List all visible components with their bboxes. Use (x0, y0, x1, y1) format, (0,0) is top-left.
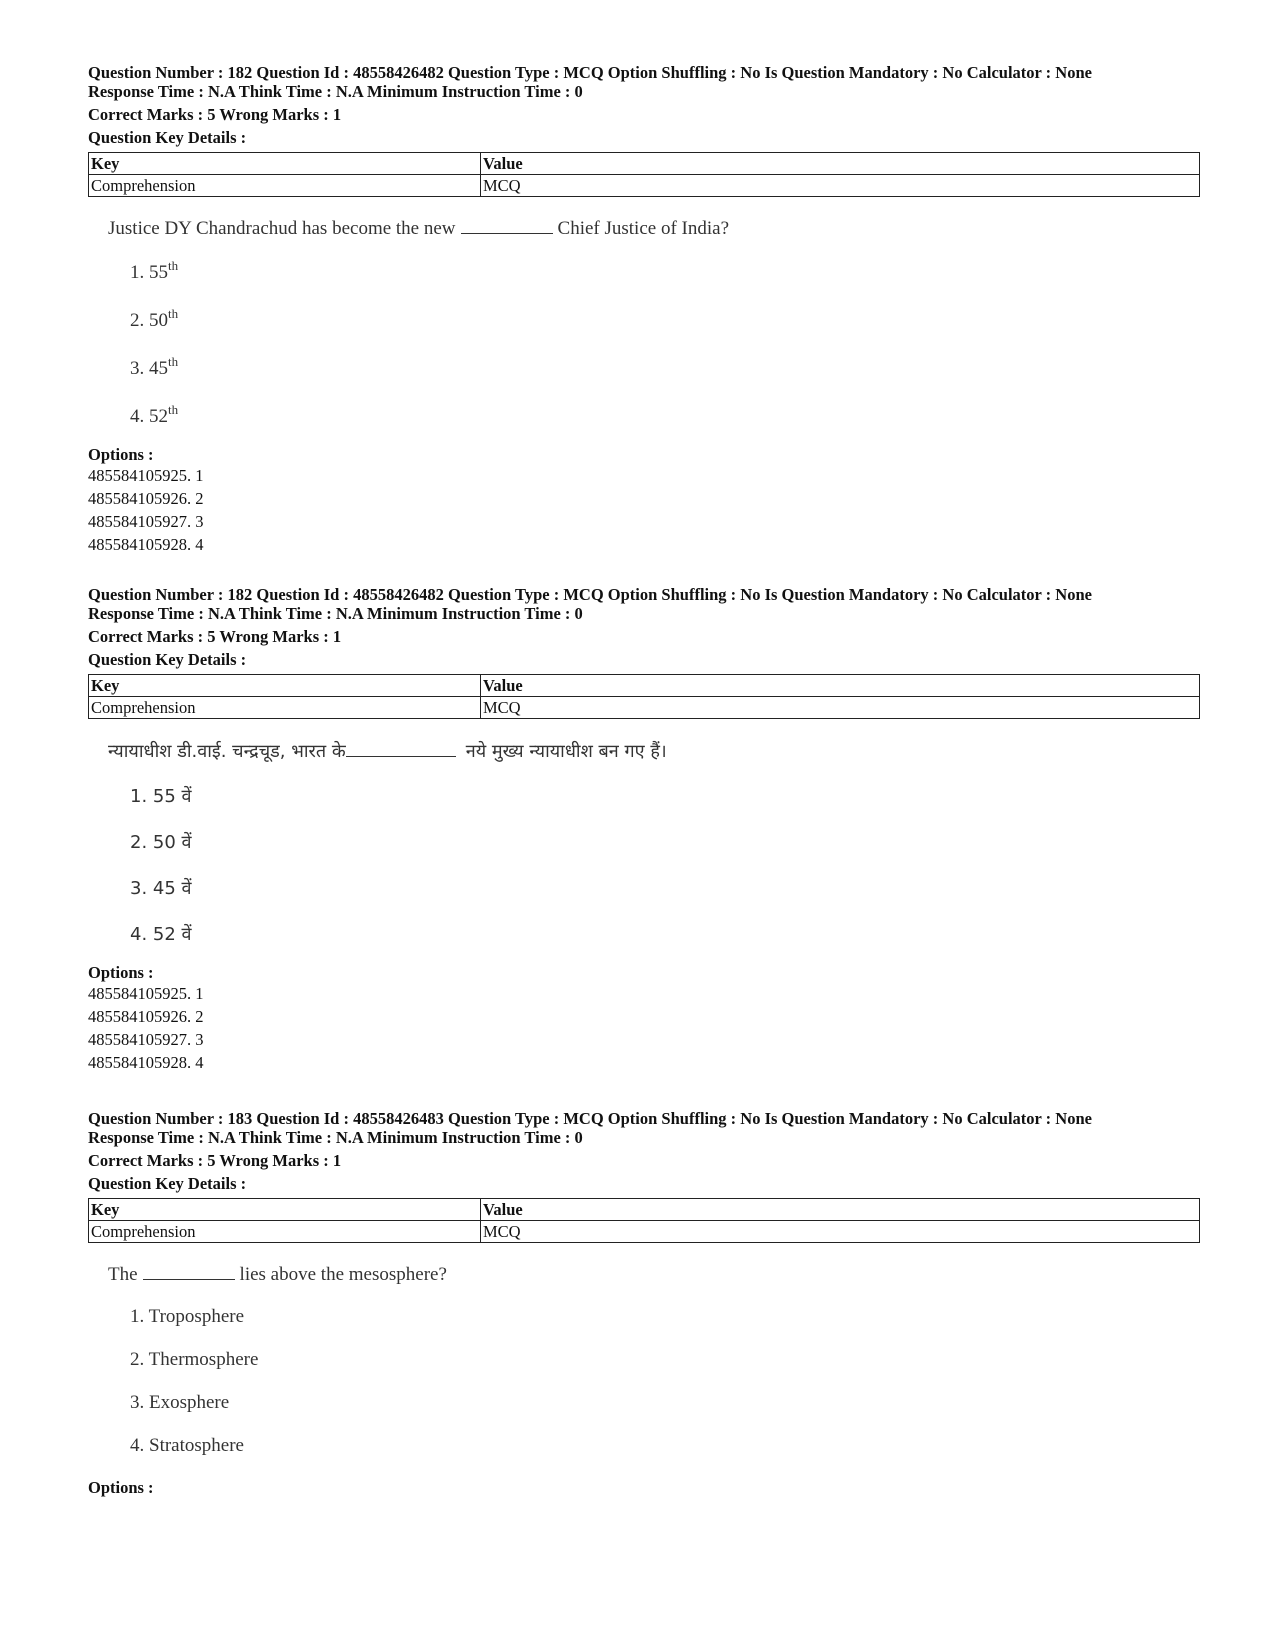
option-line: 485584105928. 4 (88, 1053, 204, 1072)
question-text-pre: न्यायाधीश डी.वाई. चन्द्रचूड, भारत के (108, 741, 346, 762)
question-block (88, 63, 1200, 556)
choice-number: 2. 50 (130, 832, 176, 853)
question-meta-line1: Question Number : 183 Question Id : 48558426483 Question Type : MCQ Option Shuffling : No Is Question Mandatory : No Calculator : None (88, 1109, 1092, 1128)
choice-text: 4. Stratosphere (130, 1435, 244, 1456)
table-header-key: Key (89, 675, 481, 697)
choice-suffix: वें (181, 786, 192, 807)
choice-2 (130, 306, 1200, 333)
question-text-post: lies above the mesosphere? (239, 1264, 447, 1285)
options-title: Options : (88, 445, 154, 464)
option-line: 485584105927. 3 (88, 1030, 204, 1049)
key-details-label: Question Key Details : (88, 128, 247, 147)
question-meta-line2: Response Time : N.A Think Time : N.A Minimum Instruction Time : 0 (88, 1128, 583, 1147)
options-title: Options : (88, 1478, 154, 1497)
choice-text: 1. Troposphere (130, 1306, 245, 1327)
choice-2 (130, 1348, 1200, 1372)
option-line: 485584105926. 2 (88, 489, 204, 508)
choice-4 (130, 1434, 1200, 1458)
question-text (108, 1263, 1200, 1287)
question-text-post: नये मुख्य न्यायाधीश बन गए हैं। (465, 741, 667, 762)
choice-number: 4. 52 (130, 406, 168, 427)
marks-line: Correct Marks : 5 Wrong Marks : 1 (88, 1151, 342, 1170)
choice-text: 3. Exosphere (130, 1392, 230, 1413)
table-header-key: Key (89, 153, 481, 175)
table-cell-key: Comprehension (89, 175, 481, 197)
choice-3 (130, 354, 1200, 381)
table-header-value: Value (481, 1199, 1200, 1221)
option-line: 485584105928. 4 (88, 535, 204, 554)
choice-suffix: वें (181, 878, 192, 899)
choice-suffix: th (168, 354, 179, 369)
question-text (108, 739, 1200, 765)
choice-suffix: th (168, 258, 179, 273)
option-line: 485584105925. 1 (88, 466, 204, 485)
key-details-label: Question Key Details : (88, 1174, 247, 1193)
key-details-table (88, 1198, 1200, 1243)
table-cell-value: MCQ (481, 175, 1200, 197)
choice-1 (130, 258, 1200, 285)
table-cell-key: Comprehension (89, 1221, 481, 1243)
choice-number: 3. 45 (130, 358, 168, 379)
question-meta-line2: Response Time : N.A Think Time : N.A Minimum Instruction Time : 0 (88, 604, 583, 623)
key-details-table (88, 674, 1200, 719)
question-text-post: Chief Justice of India? (557, 218, 730, 239)
marks-line: Correct Marks : 5 Wrong Marks : 1 (88, 105, 342, 124)
choice-3 (130, 1391, 1200, 1415)
question-text-pre: Justice DY Chandrachud has become the new (108, 218, 456, 239)
choice-number: 3. 45 (130, 878, 176, 899)
question-body (108, 1263, 1200, 1458)
option-line: 485584105925. 1 (88, 984, 204, 1003)
choice-1 (130, 1305, 1200, 1329)
choice-number: 4. 52 (130, 924, 176, 945)
question-block (88, 585, 1200, 1074)
key-details-table (88, 152, 1200, 197)
question-block (88, 1109, 1200, 1497)
option-line: 485584105927. 3 (88, 512, 204, 531)
option-line: 485584105926. 2 (88, 1007, 204, 1026)
marks-line: Correct Marks : 5 Wrong Marks : 1 (88, 627, 342, 646)
choice-suffix: th (168, 306, 179, 321)
table-header-value: Value (481, 675, 1200, 697)
table-cell-value: MCQ (481, 1221, 1200, 1243)
choice-2 (130, 831, 1200, 855)
question-meta-line1: Question Number : 182 Question Id : 48558426482 Question Type : MCQ Option Shuffling : No Is Question Mandatory : No Calculator : None (88, 585, 1092, 604)
question-body (108, 739, 1200, 947)
choice-suffix: वें (181, 924, 192, 945)
table-cell-key: Comprehension (89, 697, 481, 719)
question-text (108, 217, 1200, 241)
choice-4 (130, 923, 1200, 947)
choice-number: 1. 55 (130, 786, 176, 807)
choice-suffix: वें (181, 832, 192, 853)
answer-blank (461, 232, 553, 234)
question-meta-line1: Question Number : 182 Question Id : 48558426482 Question Type : MCQ Option Shuffling : No Is Question Mandatory : No Calculator : None (88, 63, 1092, 82)
choice-number: 1. 55 (130, 262, 168, 283)
choice-text: 2. Thermosphere (130, 1349, 259, 1370)
answer-blank (143, 1278, 235, 1280)
key-details-label: Question Key Details : (88, 650, 247, 669)
answer-blank (346, 755, 456, 757)
options-title: Options : (88, 963, 154, 982)
choice-3 (130, 877, 1200, 901)
question-meta-line2: Response Time : N.A Think Time : N.A Minimum Instruction Time : 0 (88, 82, 583, 101)
table-header-value: Value (481, 153, 1200, 175)
table-header-key: Key (89, 1199, 481, 1221)
question-text-pre: The (108, 1264, 138, 1285)
choice-number: 2. 50 (130, 310, 168, 331)
choice-1 (130, 785, 1200, 809)
choice-suffix: th (168, 402, 179, 417)
question-body (108, 217, 1200, 429)
choice-4 (130, 402, 1200, 429)
table-cell-value: MCQ (481, 697, 1200, 719)
